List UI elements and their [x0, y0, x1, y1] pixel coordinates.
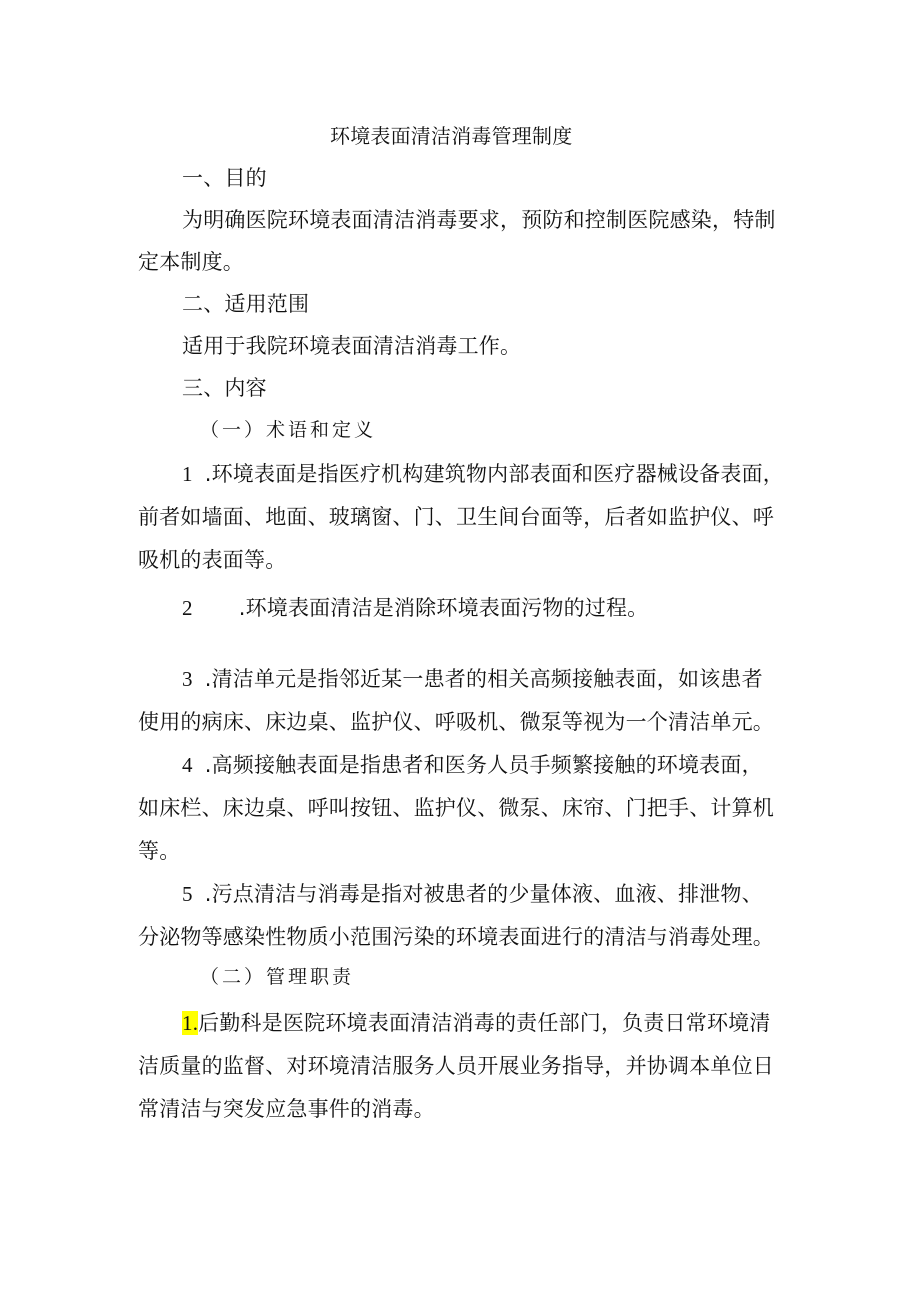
- item-1-line-3: 吸机的表面等。: [138, 548, 287, 572]
- item-5-line-2: 分泌物等感染性物质小范围污染的环境表面进行的清洁与消毒处理。: [138, 925, 774, 949]
- item-4-line-3: 等。: [138, 839, 181, 863]
- item-2-number: 2: [182, 596, 193, 620]
- item-1-text: .环境表面是指医疗机构建筑物内部表面和医疗器械设备表面，: [204, 462, 784, 486]
- item-4-line-2: 如床栏、床边桌、呼叫按钮、监护仪、微泵、床帘、门把手、计算机: [138, 796, 774, 820]
- section-1-text-line-2: 定本制度。: [138, 250, 244, 274]
- item-1-line-2: 前者如墙面、地面、玻璃窗、门、卫生间台面等，后者如监护仪、呼: [138, 505, 774, 529]
- item-2-text: .环境表面清洁是消除环境表面污物的过程。: [238, 596, 649, 620]
- section-1-heading: 一、目的: [182, 166, 267, 190]
- item-3-line-1: [182, 664, 763, 694]
- item-3-number: 3: [182, 667, 193, 691]
- item-1-line-1: [182, 459, 784, 489]
- section-3-heading: 三、内容: [182, 376, 267, 400]
- subsection-1-heading: （一）术语和定义: [200, 419, 377, 441]
- item-4-text: .高频接触表面是指患者和医务人员手频繁接触的环境表面，: [204, 753, 763, 777]
- section-2-heading: 二、适用范围: [182, 292, 310, 316]
- document-title: 环境表面清洁消毒管理制度: [330, 124, 573, 148]
- item-3-text: .清洁单元是指邻近某一患者的相关高频接触表面，如该患者: [204, 667, 763, 691]
- item-4-line-1: [182, 750, 763, 780]
- duty-1-line-1: [182, 1008, 771, 1038]
- item-5-text: .污点清洁与消毒是指对被患者的少量体液、血液、排泄物、: [204, 882, 763, 906]
- duty-1-line-2: 洁质量的监督、对环境清洁服务人员开展业务指导，并协调本单位日: [138, 1054, 774, 1078]
- duty-1-line-3: 常清洁与突发应急事件的消毒。: [138, 1097, 435, 1121]
- item-3-line-2: 使用的病床、床边桌、监护仪、呼吸机、微泵等视为一个清洁单元。: [138, 710, 774, 734]
- duty-1-text: 后勤科是医院环境表面清洁消毒的责任部门，负责日常环境清: [198, 1011, 771, 1035]
- item-5-number: 5: [182, 882, 193, 906]
- item-5-line-1: [182, 879, 763, 909]
- section-2-text: 适用于我院环境表面清洁消毒工作。: [182, 334, 522, 358]
- section-1-text-line-1: 为明确医院环境表面清洁消毒要求，预防和控制医院感染，特制: [182, 208, 776, 232]
- item-4-number: 4: [182, 753, 193, 777]
- subsection-2-heading: （二）管理职责: [200, 966, 355, 988]
- item-1-number: 1: [182, 462, 193, 486]
- highlighted-number: 1.: [182, 1011, 199, 1035]
- item-2-line-1: [182, 593, 648, 623]
